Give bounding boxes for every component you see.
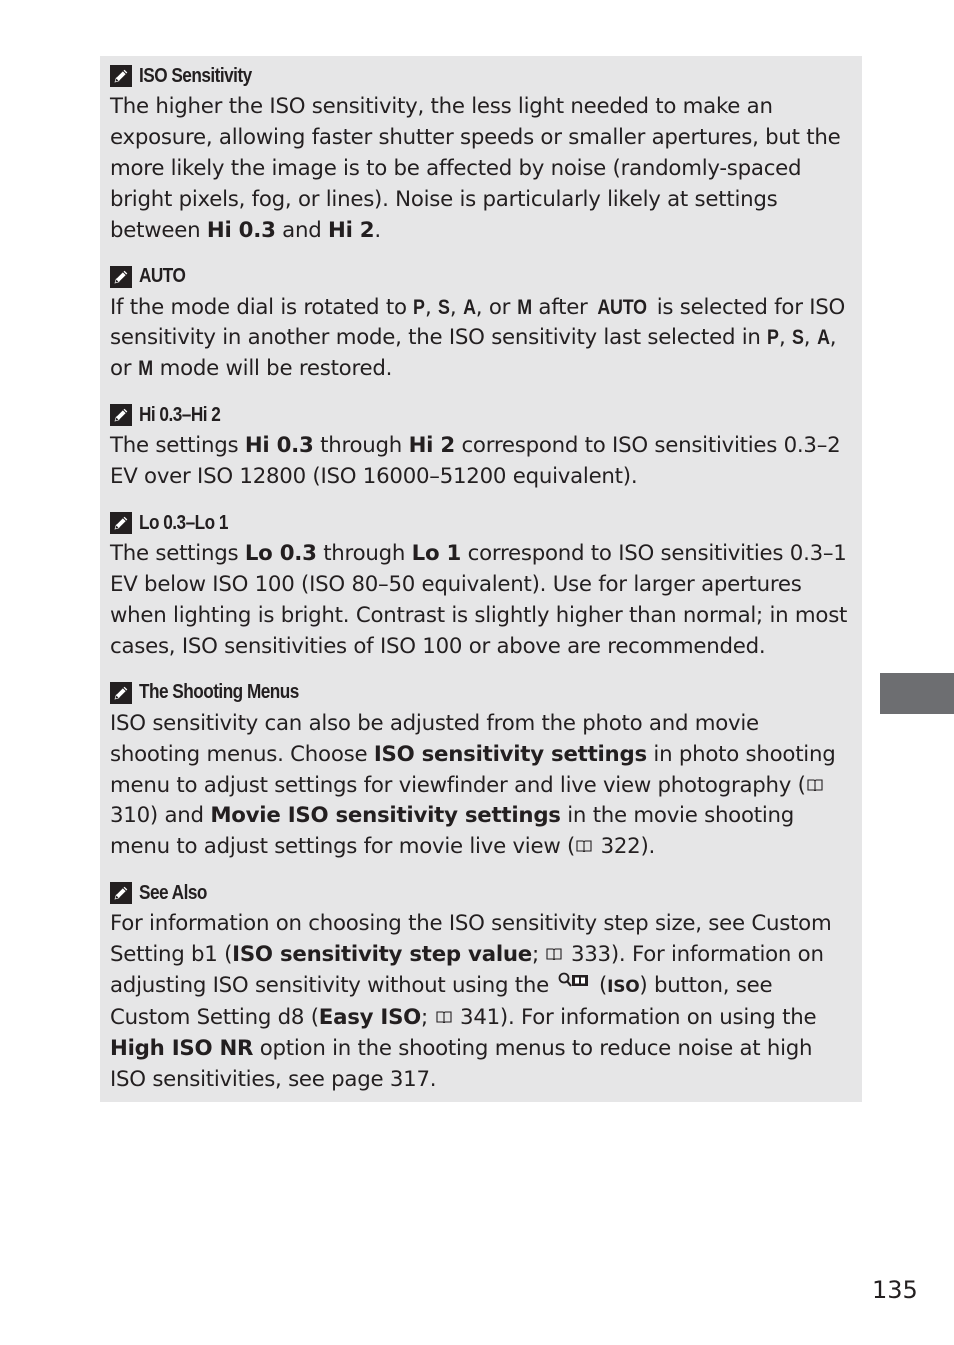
pencil-note-icon — [110, 266, 132, 288]
body-text: is selected for ISO sensitivity in another mode, the ISO sensitivity last selected in — [110, 294, 846, 351]
body-text: ) button, see Custom Setting d8 ( — [110, 973, 773, 1030]
body-text: For information on choosing the ISO sensitivity step size, see Custom Setting b1 ( — [110, 911, 832, 968]
note-title: Hi 0.3–Hi 2 — [139, 403, 221, 426]
body-text: , or — [475, 294, 517, 320]
note-title: The Shooting Menus — [139, 681, 299, 704]
body-text: ; — [421, 1004, 435, 1030]
note-section — [110, 877, 852, 1095]
body-text: correspond to ISO sensitivities 0.3–2 EV over ISO 12800 (ISO 16000–51200 equivalent). — [110, 433, 841, 490]
body-text: 341). For information on using the — [453, 1004, 817, 1030]
book-reference-icon — [546, 940, 562, 971]
pencil-note-icon — [110, 404, 132, 426]
bold-text: Lo 1 — [411, 541, 462, 567]
body-text: 322). — [594, 834, 656, 860]
note-section — [110, 261, 852, 386]
bold-text: High ISO NR — [110, 1035, 254, 1061]
note-heading — [110, 507, 852, 539]
note-body — [110, 431, 852, 493]
body-text: in the movie shooting menu to adjust settings for movie live view ( — [110, 803, 795, 860]
bold-text: Easy ISO — [318, 1004, 422, 1030]
book-reference-icon — [576, 832, 592, 863]
note-body — [110, 539, 852, 663]
page-number: 135 — [872, 1276, 918, 1304]
bold-text: ISO sensitivity settings — [373, 741, 647, 767]
pencil-note-icon — [110, 512, 132, 534]
note-body — [110, 909, 852, 1095]
body-text: through — [313, 433, 409, 459]
body-text: ; — [531, 942, 546, 968]
note-body — [110, 709, 852, 864]
body-text: ISO sensitivity can also be adjusted from the photo and movie shooting menus. Choose — [110, 710, 759, 767]
note-body — [110, 92, 852, 247]
mode-label: A — [462, 295, 476, 319]
bold-text: Hi 2 — [408, 433, 455, 459]
note-title: AUTO — [139, 265, 186, 288]
body-text: The settings — [110, 433, 245, 459]
mode-label: M — [516, 295, 532, 319]
body-text: in photo shooting menu to adjust settings for viewfinder and live view photography ( — [110, 741, 836, 798]
note-title: ISO Sensitivity — [139, 64, 252, 87]
bold-text: Hi 0.3 — [206, 217, 276, 243]
bold-text: ISO sensitivity step value — [232, 942, 532, 968]
body-text: , — [425, 294, 439, 320]
mode-label: P — [767, 326, 779, 350]
note-heading — [110, 399, 852, 431]
chapter-tab — [880, 673, 954, 714]
pencil-note-icon — [110, 682, 132, 704]
note-section — [110, 677, 852, 864]
body-text: , — [449, 294, 463, 320]
body-text: ( — [592, 973, 608, 999]
body-text: 310) and — [110, 803, 211, 829]
mode-label: S — [438, 295, 450, 319]
note-title: Lo 0.3–Lo 1 — [139, 511, 228, 534]
body-text: , — [803, 325, 817, 351]
mode-label: AUTO — [597, 295, 647, 319]
book-reference-icon — [436, 1003, 452, 1034]
note-heading — [110, 60, 852, 92]
body-text: The higher the ISO sensitivity, the less light needed to make an exposure, allowing faster shutter speeds or smaller apertures, but the more likely the image is to be affected by noise (randomly-spaced bright pixels, fog, or lines). Noise is particularly likely at settings between — [110, 94, 841, 243]
iso-label: ISO — [607, 977, 640, 998]
note-section — [110, 60, 852, 247]
body-text: mode will be restored. — [153, 356, 393, 382]
book-reference-icon — [807, 771, 823, 802]
body-text: 333). For information on adjusting ISO sensitivity without using the — [110, 942, 824, 999]
body-text: after — [531, 294, 595, 320]
bold-text: Hi 2 — [328, 217, 375, 243]
mode-label: P — [413, 295, 425, 319]
body-text: and — [275, 217, 328, 243]
bold-text: Movie ISO sensitivity settings — [210, 803, 561, 829]
note-section — [110, 399, 852, 493]
pencil-note-icon — [110, 65, 132, 87]
note-section — [110, 507, 852, 663]
note-body — [110, 293, 852, 386]
note-title: See Also — [139, 881, 207, 904]
note-heading — [110, 261, 852, 293]
note-heading — [110, 677, 852, 709]
notes-panel — [100, 56, 862, 1102]
body-text: . — [374, 217, 381, 243]
body-text: through — [316, 541, 412, 567]
bold-text: Lo 0.3 — [244, 541, 317, 567]
qual-iso-button-icon — [557, 971, 591, 1002]
body-text: correspond to ISO sensitivities 0.3–1 EV below ISO 100 (ISO 80–50 equivalent). Use for larger apertures when lighting is bright. Contrast is slightly higher than normal; in most cases, ISO sensitivities of ISO 100 or above are recommended. — [110, 541, 848, 659]
body-text: If the mode dial is rotated to — [110, 294, 414, 320]
mode-label: S — [792, 326, 804, 350]
note-heading — [110, 877, 852, 909]
body-text: , — [778, 325, 793, 351]
body-text: The settings — [110, 541, 245, 567]
body-text: , or — [110, 325, 837, 382]
mode-label: A — [816, 326, 830, 350]
bold-text: Hi 0.3 — [244, 433, 314, 459]
body-text: option in the shooting menus to reduce noise at high ISO sensitivities, see page 317. — [110, 1035, 813, 1092]
mode-label: M — [138, 357, 153, 381]
pencil-note-icon — [110, 882, 132, 904]
